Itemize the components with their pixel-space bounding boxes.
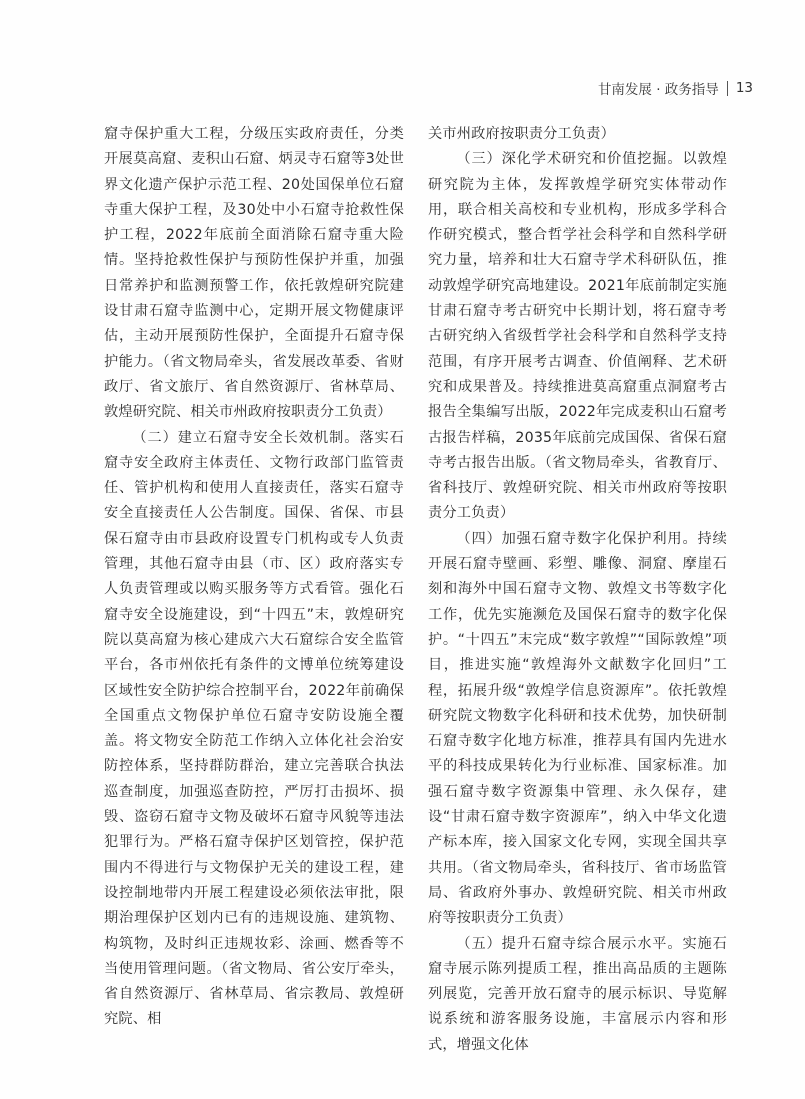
section-5-body: 实施石窟寺展示陈列提质工程，推出高品质的主题陈列展览，完善开放石窟寺的展示标识、导览解说系统和游客服务设施，丰富展示内容和形式，增强文化体 <box>428 935 727 1053</box>
left-column <box>104 122 404 1033</box>
paragraph-continued: 窟寺保护重大工程，分级压实政府责任，分类开展莫高窟、麦积山石窟、炳灵寺石窟等3处世界文化遗产保护示范工程、20处国保单位石窟寺重大保护工程，及30处中小石窟寺抢救性保护工程，2022年底前全面消除石窟寺重大险情。坚持抢救性保护与预防性保护并重，加强日常养护和监测预警工作，依托敦煌研究院建设甘肃石窟寺监测中心，定期开展文物健康评估，主动开展预防性保护，全面提升石窟寺保护能力。（省文物局牵头，省发展改革委、省财政厅、省文旅厅、省自然资源厅、省林草局、敦煌研究院、相关市州政府按职责分工负责） <box>104 126 404 421</box>
section-4-heading: （四）加强石窟寺数字化保护利用。 <box>456 530 698 547</box>
section-3-body: 以敦煌研究院为主体，发挥敦煌学研究实体带动作用，联合相关高校和专业机构，形成多学科合作研究模式，整合哲学社会科学和自然科学研究力量，培养和壮大石窟寺学术科研队伍，推动敦煌学研究高地建设。2021年底前制定实施甘肃石窟寺考古研究中长期计划，将石窟寺考古研究纳入省级哲学社会科学和自然科学支持范围，有序开展考古调查、价值阐释、艺术研究和成果普及。持续推进莫高窟重点洞窟考古报告全集编写出版，2022年完成麦积山石窟考古报告样稿，2035年底前完成国保、省保石窟寺考古报告出版。（省文物局牵头，省教育厅、省科技厅、敦煌研究院、相关市州政府等按职责分工负责） <box>428 151 727 522</box>
header-divider <box>727 81 728 96</box>
page-header <box>598 78 753 98</box>
right-column <box>428 122 727 1058</box>
section-2-body: 落实石窟寺安全政府主体责任、文物行政部门监管责任、管护机构和使用人直接责任，落实石窟寺安全直接责任人公告制度。国保、省保、市县保石窟寺由市县政府设置专门机构或专人负责管理，其他石窟寺由县（市、区）政府落实专人负责管理或以购买服务等方式看管。强化石窟寺安全设施建设，到“十四五”末，敦煌研究院以莫高窟为核心建成六大石窟综合安全监管平台，各市州依托有条件的文博单位统筹建设区域性安全防护综合控制平台，2022年前确保全国重点文物保护单位石窟寺安防设施全覆盖。将文物安全防范工作纳入立体化社会治安防控体系，坚持群防群治，建立完善联合执法巡查制度，加强巡查防控，严厉打击损坏、损毁、盗窃石窟寺文物及破坏石窟寺风貌等违法犯罪行为。严格石窟寺保护区划管控，保护范围内不得进行与文物保护无关的建设工程，建设控制地带内开展工程建设必须依法审批，限期治理保护区划内已有的违规设施、建筑物、构筑物，及时纠正违规妆彩、涂画、燃香等不当使用管理问题。（省文物局、省公安厅牵头，省自然资源厅、省林草局、省宗教局、敦煌研究院、相 <box>104 429 404 1028</box>
paragraph-section-5 <box>428 932 727 1058</box>
section-2-heading: （二）建立石窟寺安全长效机制。 <box>132 429 360 446</box>
page-number: 13 <box>735 80 753 96</box>
section-3-heading: （三）深化学术研究和价值挖掘。 <box>456 151 683 168</box>
section-4-body: 持续开展石窟寺壁画、彩塑、雕像、洞窟、摩崖石刻和海外中国石窟寺文物、敦煌文书等数字化工作，优先实施濒危及国保石窟寺的数字化保护。“十四五”末完成“数字敦煌”“国际敦煌”项目，推进实施“敦煌海外文献数字化回归”工程，拓展升级“敦煌学信息资源库”。依托敦煌研究院文物数字化科研和技术优势，加快研制石窟寺数字化地方标准，推荐具有国内先进水平的科技成果转化为行业标准、国家标准。加强石窟寺数字资源集中管理、永久保存，建设“甘肃石窟寺数字资源库”，纳入中华文化遗产标本库，接入国家文化专网，实现全国共享共用。（省文物局牵头，省科技厅、省市场监管局、省政府外事办、敦煌研究院、相关市州政府等按职责分工负责） <box>428 530 728 927</box>
paragraph-section-2 <box>104 426 404 1033</box>
paragraph-section-4 <box>428 527 727 932</box>
section-title: 甘南发展 · 政务指导 <box>597 82 719 98</box>
section-5-heading: （五）提升石窟寺综合展示水平。 <box>456 935 683 952</box>
paragraph-continued-right: 关市州政府按职责分工负责） <box>428 126 616 142</box>
paragraph-section-3 <box>428 147 727 526</box>
